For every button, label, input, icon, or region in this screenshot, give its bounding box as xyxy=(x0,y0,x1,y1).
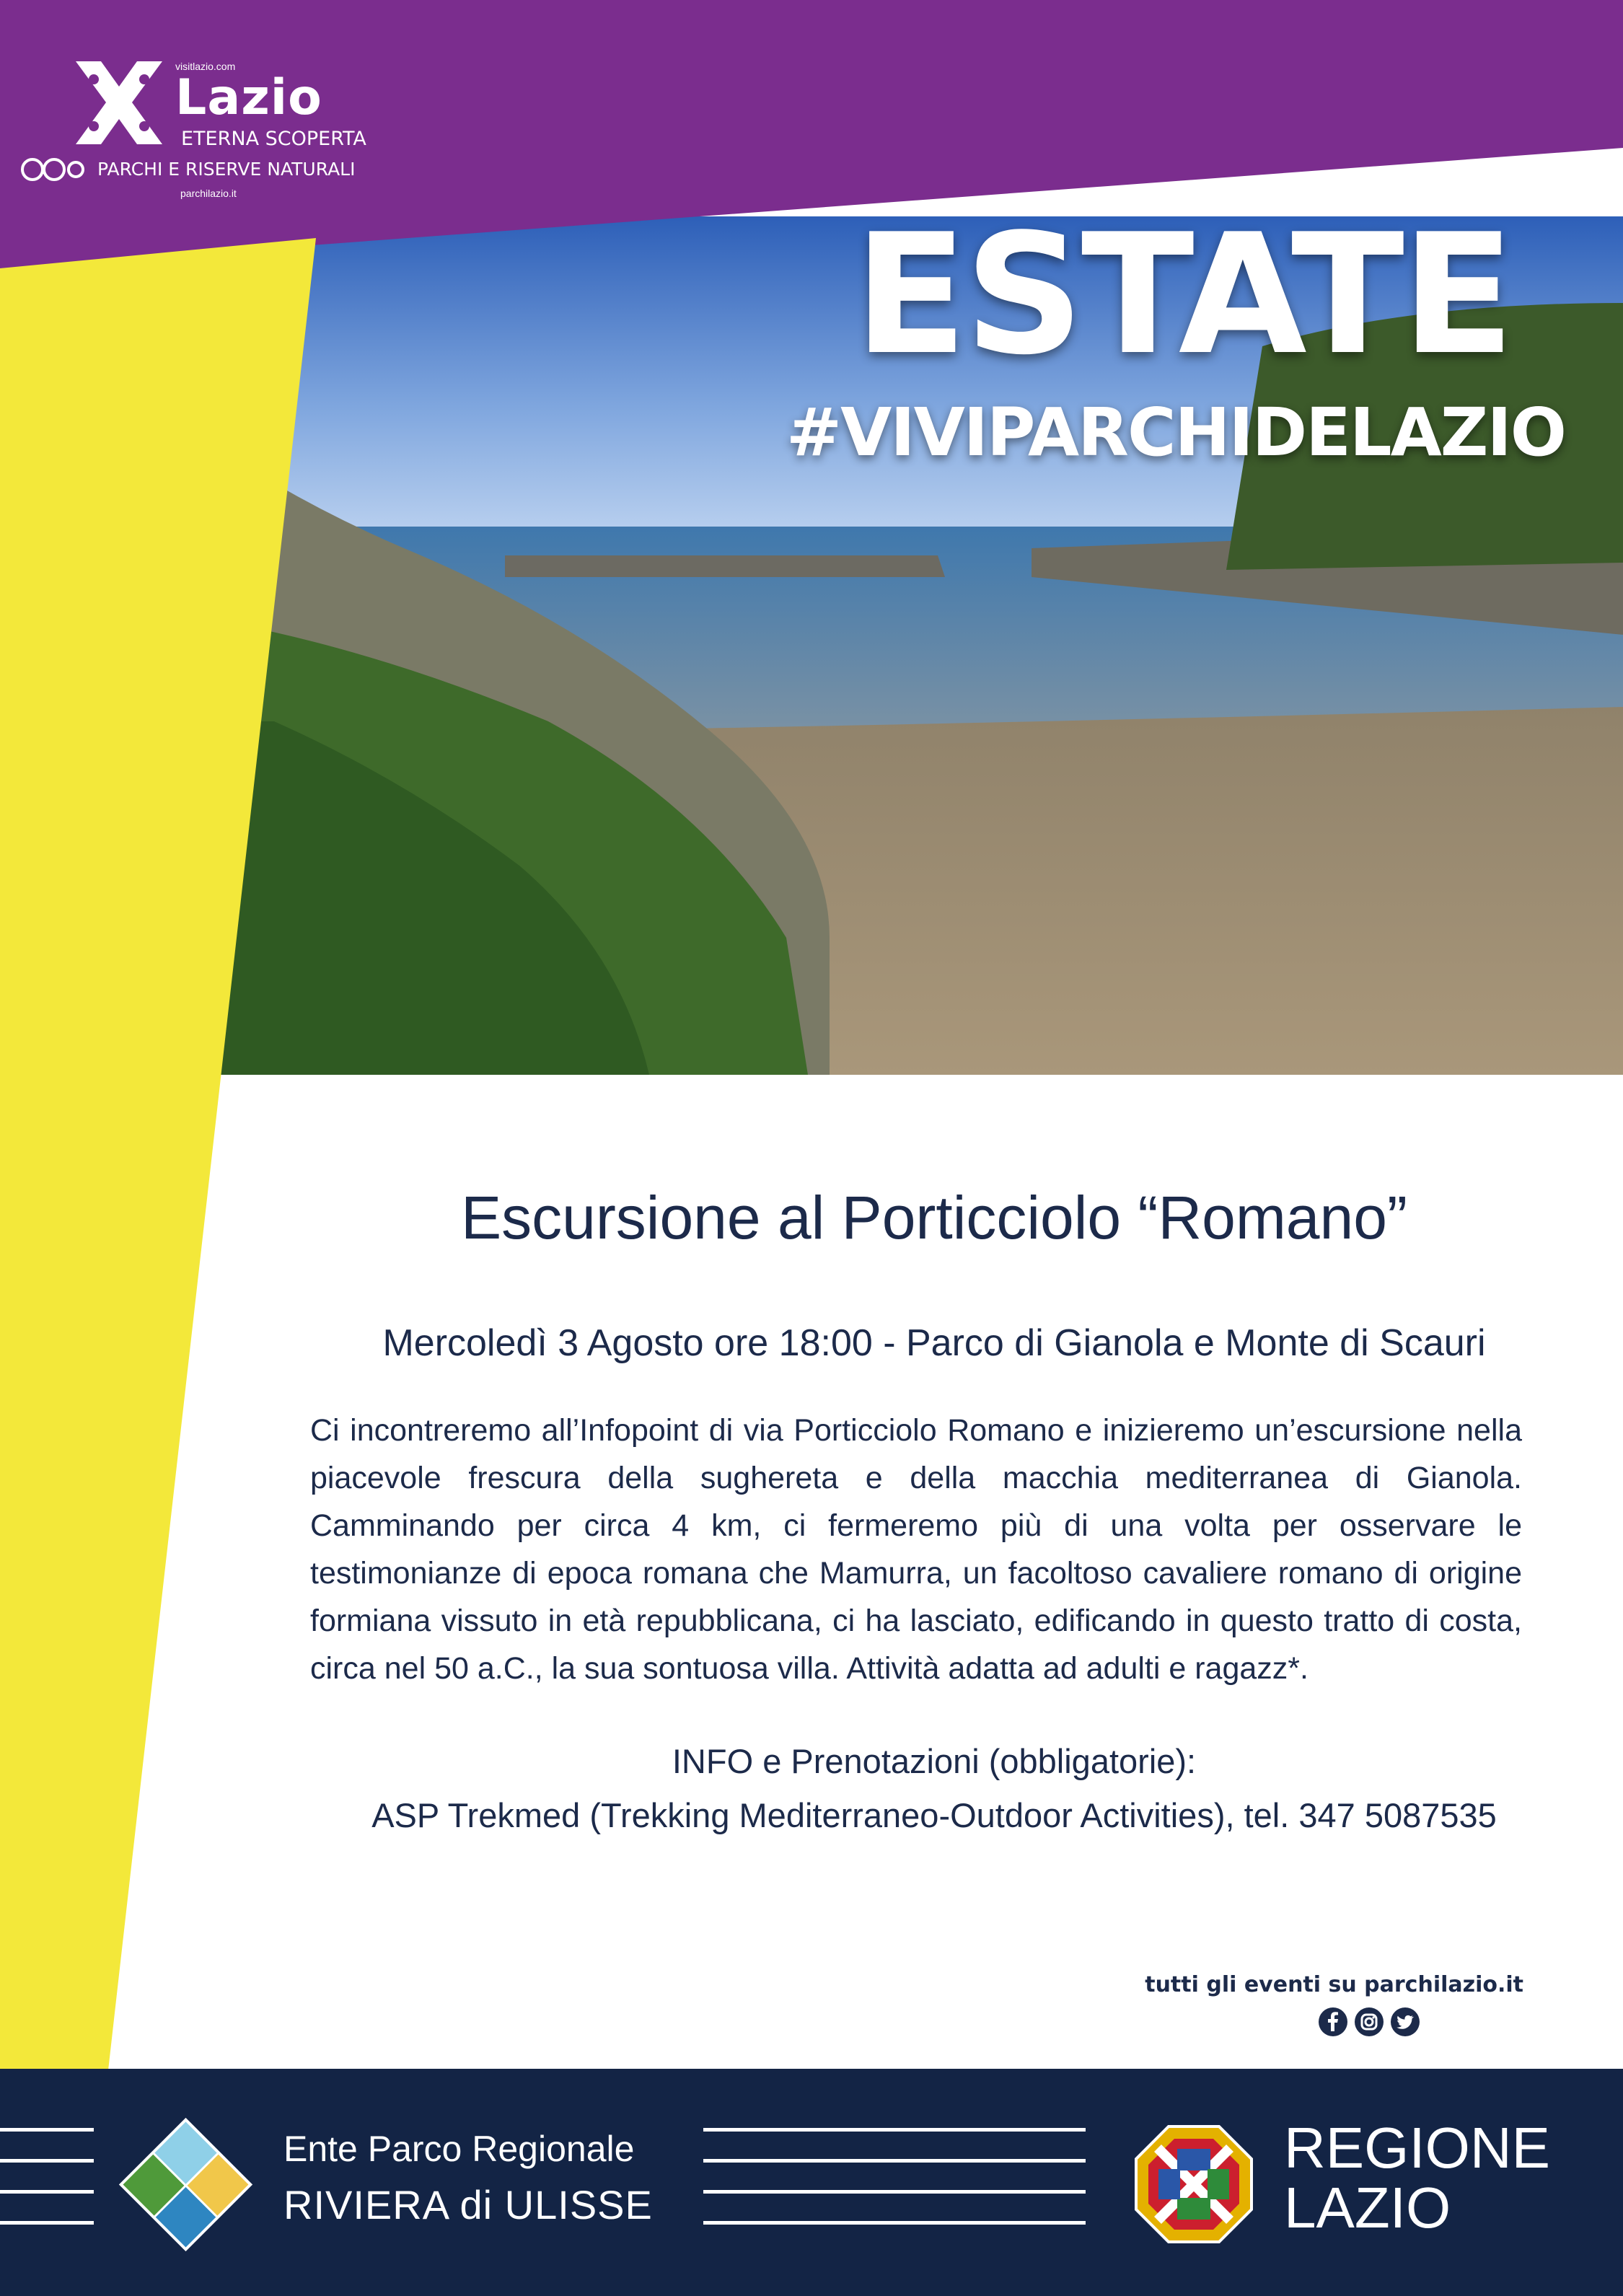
logo-parks: PARCHI E RISERVE NATURALI xyxy=(97,159,356,180)
lazio-logo[interactable] xyxy=(69,50,371,216)
park-name-line2: RIVIERA di ULISSE xyxy=(283,2182,653,2227)
footer-stripe xyxy=(0,2190,94,2194)
events-link[interactable]: tutti gli eventi su parchilazio.it xyxy=(1145,1972,1523,1997)
regione-lazio-crest-icon[interactable] xyxy=(1132,2123,1255,2246)
footer xyxy=(0,2069,1623,2296)
footer-stripe xyxy=(0,2128,94,2132)
event-title: Escursione al Porticciolo “Romano” xyxy=(461,1184,1407,1252)
info-contact[interactable]: ASP Trekmed (Trekking Mediterraneo-Outdoor Activities), tel. 347 5087535 xyxy=(371,1796,1497,1834)
logo-site-top: visitlazio.com xyxy=(175,61,236,72)
event-date-location: Mercoledì 3 Agosto ore 18:00 - Parco di Gianola e Monte di Scauri xyxy=(382,1322,1486,1364)
footer-stripe xyxy=(0,2221,94,2225)
footer-stripe xyxy=(703,2190,1086,2194)
logo-word: Lazio xyxy=(175,69,322,126)
lazio-mark-icon xyxy=(69,58,170,151)
hashtag[interactable]: #VIVIPARCHIDELAZIO xyxy=(786,394,1565,471)
region-name-line2: LAZIO xyxy=(1284,2176,1451,2240)
footer-stripe xyxy=(0,2159,94,2163)
instagram-icon[interactable] xyxy=(1355,2007,1384,2036)
park-name-line1: Ente Parco Regionale xyxy=(283,2129,635,2169)
footer-stripe xyxy=(703,2128,1086,2132)
facebook-icon[interactable] xyxy=(1319,2007,1347,2036)
twitter-icon[interactable] xyxy=(1391,2007,1420,2036)
logo-tagline: ETERNA SCOPERTA xyxy=(181,128,366,150)
social-icons xyxy=(1319,2007,1427,2039)
logo-site-bottom: parchilazio.it xyxy=(180,188,237,199)
headline: ESTATE xyxy=(854,199,1512,392)
footer-stripe xyxy=(703,2221,1086,2225)
footer-stripe xyxy=(703,2159,1086,2163)
owl-icon xyxy=(18,155,97,184)
region-name-line1: REGIONE xyxy=(1284,2116,1550,2180)
info-label: INFO e Prenotazioni (obbligatorie): xyxy=(672,1742,1197,1780)
park-logo-icon[interactable] xyxy=(119,2118,252,2251)
event-description: Ci incontreremo all’Infopoint di via Porticciolo Romano e inizieremo un’escursione nella piacevole frescura della sughereta e della macchia mediterranea di Gianola. Camminando per circa 4 km, ci fermeremo più di una volta per osservare le testimonianze di epoca romana che Mamurra, un facoltoso cavaliere romano di origine formiana vissuto in età repubblicana, ci ha lasciato, edificando in questo tratto di costa, circa nel 50 a.C., la sua sontuosa villa. Attività adatta ad adulti e ragazz*. xyxy=(310,1413,1522,1686)
